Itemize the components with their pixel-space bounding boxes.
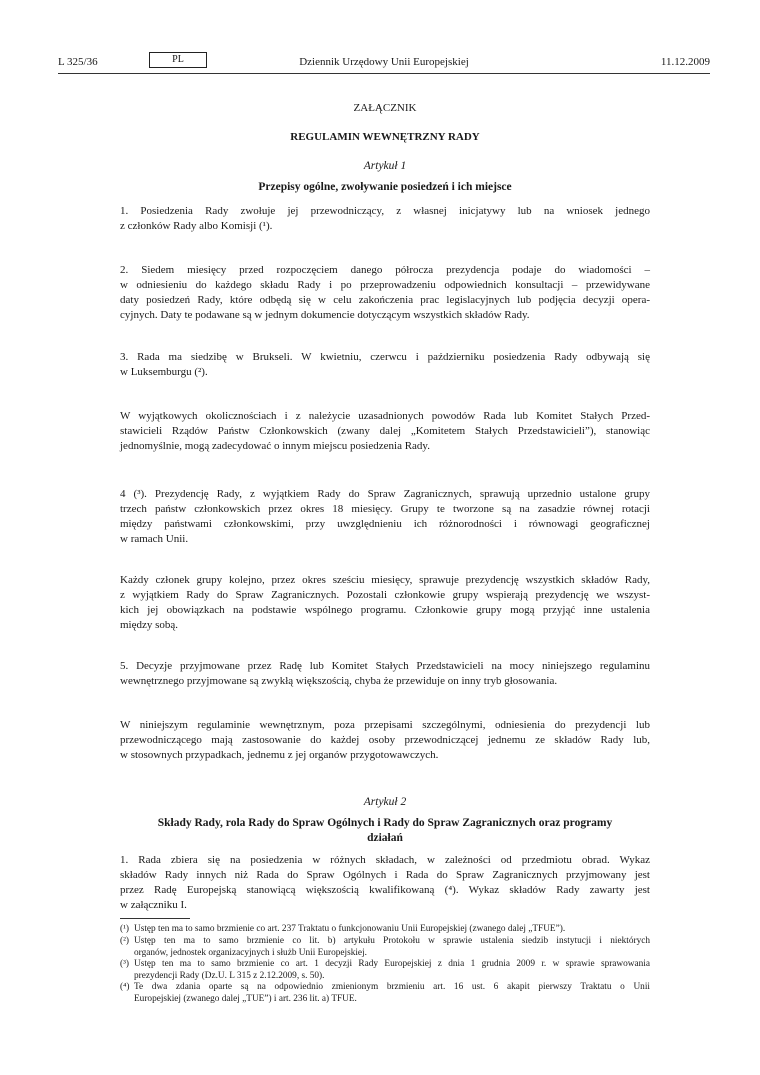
text-line: 1. Posiedzenia Rady zwołuje jej przewodniczący, z własnej inicjatywy lub na wniosek jednego	[120, 205, 650, 217]
footnote-line: prezydencji Rady (Dz.U. L 315 z 2.12.2009, s. 50).	[134, 970, 325, 981]
text-line: w stosownych przypadkach, jednemu z jej organów przygotowawczych.	[120, 749, 439, 761]
publication-date: 11.12.2009	[660, 56, 710, 68]
regulation-title: REGULAMIN WEWNĘTRZNY RADY	[290, 131, 480, 143]
text-line: w ramach Unii.	[120, 533, 189, 545]
article-1-paragraph-4	[120, 487, 650, 547]
text-line: W niniejszym regulaminie wewnętrznym, poza przepisami szczególnymi, odniesienia do prezydencji lub	[120, 719, 650, 731]
journal-series: L 325/36	[58, 56, 98, 68]
text-line: trzech państw członkowskich przez okres 18 miesięcy. Grupy te tworzone są na zasadzie równej rotacji	[120, 503, 650, 515]
article-1-paragraph-1	[120, 204, 650, 234]
article-1-label: Artykuł 1	[363, 160, 407, 172]
text-line: kich jej obowiązkach na podstawie wspólnego programu. Członkowie grupy mogą przyjąć inne ustalenia	[120, 604, 650, 616]
text-line: Każdy członek grupy kolejno, przez okres sześciu miesięcy, sprawuje prezydencję wszystkich składów Rady,	[120, 574, 650, 586]
footnote-number: (³)	[120, 959, 129, 969]
text-line: 4 (³). Prezydencję Rady, z wyjątkiem Rady do Spraw Zagranicznych, sprawują uprzednio ustalone grupy	[120, 488, 650, 500]
footnote-line: organów, jednostek organizacyjnych i służb Unii Europejskiej.	[134, 947, 367, 958]
footnote-line: Europejskiej (zwanego dalej „TUE”) i art. 236 lit. a) TFUE.	[134, 993, 357, 1004]
text-line: przez Radę Europejską stanowiącą większością kwalifikowaną (⁴). Wykaz składów Rady zawarty jest	[120, 884, 650, 896]
article-2-paragraph-1	[120, 853, 650, 913]
article-2-label: Artykuł 2	[363, 796, 407, 808]
text-line: W wyjątkowych okolicznościach i z należycie uzasadnionych powodów Rada lub Komitet Stałych Przed-	[120, 410, 650, 422]
article-1-paragraph-3-sub	[120, 409, 650, 454]
annex-label: ZAŁĄCZNIK	[353, 102, 417, 114]
footnote-number: (¹)	[120, 924, 129, 934]
title-line: Składy Rady, rola Rady do Spraw Ogólnych i Rady do Spraw Zagranicznych oraz programy	[157, 817, 613, 829]
footnote-line: Te dwa zdania oparte są na odpowiednio zmienionym brzmieniu art. 16 ust. 6 akapit pierwszy Traktatu o Unii	[134, 982, 650, 992]
article-1-title: Przepisy ogólne, zwoływanie posiedzeń i ich miejsce	[258, 181, 512, 193]
footnote-line: Ustęp ten ma to samo brzmienie co art. 237 Traktatu o funkcjonowaniu Unii Europejskiej (zwanego dalej „TFUE”).	[134, 924, 566, 934]
header-divider	[58, 73, 710, 74]
text-line: 3. Rada ma siedzibę w Brukseli. W kwietniu, czerwcu i październiku posiedzenia Rady odbywają się	[120, 351, 650, 363]
text-line: cyjnych. Daty te podawane są w jednym dokumencie dotyczącym wszystkich składów Rady.	[120, 309, 530, 321]
article-1-paragraph-2	[120, 263, 650, 323]
text-line: daty posiedzeń Rady, które odbędą się w celu zakończenia prac legislacyjnych lub podjęcia decyzji opera-	[120, 294, 650, 306]
text-line: w Luksemburgu (²).	[120, 366, 208, 378]
text-line: składów Rady innych niż Rada do Spraw Ogólnych i Rada do Spraw Zagranicznych przyjmowany jest	[120, 869, 650, 881]
footnote-number: (⁴)	[120, 982, 130, 992]
article-1-paragraph-4-sub	[120, 573, 650, 633]
page-header	[58, 52, 710, 72]
journal-title: Dziennik Urzędowy Unii Europejskiej	[299, 56, 469, 68]
text-line: w załączniku I.	[120, 899, 187, 911]
title-line: działań	[367, 832, 403, 844]
language-badge: PL	[149, 52, 207, 68]
text-line: w odniesieniu do każdego składu Rady i po przeprowadzeniu odpowiednich konsultacji – przewidywane	[120, 279, 650, 291]
article-1-paragraph-5-sub	[120, 718, 650, 763]
footnote-divider	[120, 918, 190, 919]
footnote-line: Ustęp ten ma to samo brzmienie co lit. b) artykułu Protokołu w sprawie ustalenia siedzib instytucji i niektórych	[134, 936, 650, 946]
text-line: wewnętrznego przyjmowane są zwykłą większością, chyba że przewiduje on inny tryb głosowania.	[120, 675, 558, 687]
text-line: z członków Rady albo Komisji (¹).	[120, 220, 273, 232]
text-line: z wyjątkiem Rady do Spraw Zagranicznych. Pozostali członkowie grupy wspierają prezydencję we wszyst-	[120, 589, 650, 601]
article-1-paragraph-5	[120, 659, 650, 689]
text-line: przewodniczącego mają zastosowanie do każdej osoby przewodniczącej jednemu ze składów Rady lub,	[120, 734, 650, 746]
text-line: stawicieli Rządów Państw Członkowskich (zwany dalej „Komitetem Stałych Przedstawicieli”), stanowiąc	[120, 425, 650, 437]
text-line: między państwami członkowskimi, przy uwzględnieniu ich różnorodności i równowagi geograficznej	[120, 518, 650, 530]
footnote-number: (²)	[120, 936, 129, 946]
text-line: między sobą.	[120, 619, 179, 631]
text-line: 1. Rada zbiera się na posiedzenia w różnych składach, w zależności od przedmiotu obrad. Wykaz	[120, 854, 650, 866]
article-1-paragraph-3	[120, 350, 650, 380]
article-2-title	[120, 816, 650, 846]
text-line: jednomyślnie, mogą zadecydować o innym miejscu posiedzenia Rady.	[120, 440, 430, 452]
footnote-line: Ustęp ten ma to samo brzmienie co art. 1 decyzji Rady Europejskiej z dnia 1 grudnia 2009 r. w sprawie sprawowania	[134, 959, 650, 969]
text-line: 5. Decyzje przyjmowane przez Radę lub Komitet Stałych Przedstawicieli na mocy niniejszego regulaminu	[120, 660, 650, 672]
text-line: 2. Siedem miesięcy przed rozpoczęciem danego półrocza prezydencja podaje do wiadomości –	[120, 264, 650, 276]
